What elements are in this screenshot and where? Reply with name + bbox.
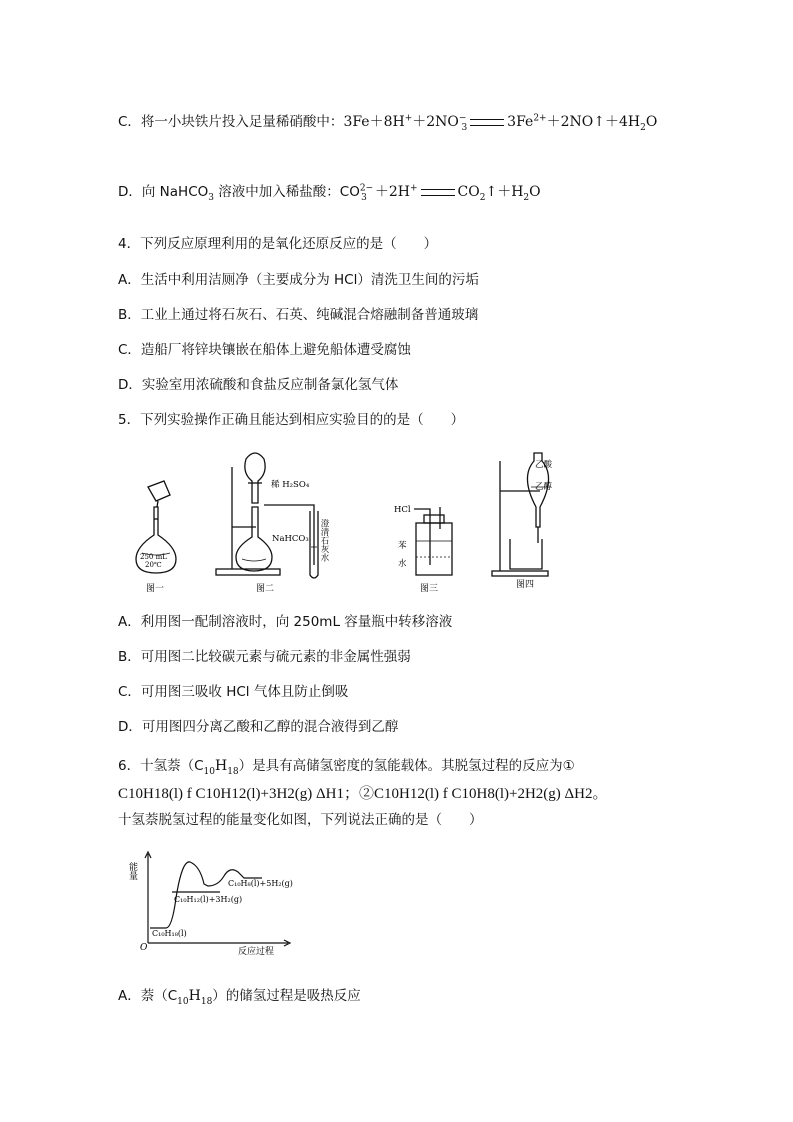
q6-question: 十氢萘脱氢过程的能量变化如图，下列说法正确的是（ ） [118,812,483,828]
figure-three-bottle [414,507,452,575]
q5-apparatus-figure [128,447,556,595]
q6-equations: C10H18(l) f C10H12(l)+3H2(g) ΔH1；②C10H12(l) f C10H8(l)+2H2(g) ΔH2。 [118,786,608,802]
dilute-h2so4-label: 稀 H₂SO₄ [271,480,310,490]
fig3-caption: 图三 [420,584,439,594]
q4-option-c: C．造船厂将锌块镶嵌在船体上避免船体遭受腐蚀 [118,342,411,358]
q6-stem: 6．十氢萘$(C_{10}H_{18})$是具有高储氢密度的氢能载体。其脱氢过程的反应为① [118,758,575,777]
fig2-caption: 图二 [256,584,275,594]
equals-sign [421,189,455,196]
flask-temp-label: 20℃ [145,561,162,569]
q5-option-a: A．利用图一配制溶液时，向 250mL 容量瓶中转移溶液 [118,614,453,630]
figure-four-funnel [492,453,549,576]
q4-option-a: A．生活中利用洁厕净（主要成分为 HCl）清洗卫生间的污垢 [118,272,479,288]
q4-stem: 4．下列反应原理利用的是氧化还原反应的是（ ） [118,236,438,252]
nahco3-label: NaHCO₃ [272,534,309,544]
q4-option-d: D．实验室用浓硫酸和食盐反应制备氯化氢气体 [118,377,399,393]
water-label: 水 [398,559,407,569]
apparatus-drawing [128,447,556,595]
state2-label: C₁₀H₁₂(l)+3H₂(g) [174,895,243,904]
q4-option-b: B．工业上通过将石灰石、石英、纯碱混合熔融制备普通玻璃 [118,307,479,323]
origin-label: O [140,943,148,953]
state1-label: C₁₀H₁₈(l) [152,929,187,938]
q5-stem: 5．下列实验操作正确且能达到相应实验目的的是（ ） [118,412,465,428]
flask-volume-label: 250 mL [140,553,167,561]
energy-diagram [128,848,298,958]
benzene-label: 苯 [398,541,407,551]
limewater-label: 澄清石灰水 [319,519,329,562]
q5-option-b: B．可用图二比较碳元素与硫元素的非金属性强弱 [118,649,411,665]
hcl-label: HCl [394,505,411,515]
energy-diagram-drawing [128,848,298,958]
equals-sign [470,119,504,126]
ethanol-label: 乙醇 [534,482,552,492]
fig1-caption: 图一 [146,584,165,594]
fig4-caption: 图四 [516,580,535,590]
state3-label: C₁₀H₈(l)+5H₂(g) [228,879,293,888]
x-axis-label: 反应过程 [238,947,275,957]
figure-two-apparatus [216,453,318,578]
y-axis-label: 能量 [128,862,137,880]
q5-option-d: D．可用图四分离乙酸和乙醇的混合液得到乙醇 [118,719,399,735]
q6-option-a: A．萘$(C_{10}H_{18})$的储氢过程是吸热反应 [118,988,361,1007]
q3-option-c: C．将一小块铁片投入足量稀硝酸中：$3Fe+8H^++2NO^-_3$ $3Fe^{2+}+2NO↑+4H_2O$ [118,113,658,133]
acetic-label: 乙酸 [534,460,552,470]
q5-option-c: C．可用图三吸收 HCl 气体且防止倒吸 [118,684,349,700]
q3-option-d: D．向 NaHCO$_3$ 溶液中加入稀盐酸：$CO^{2-}_3 +2H^+$ $CO_2↑+H_2O$ [118,183,541,203]
